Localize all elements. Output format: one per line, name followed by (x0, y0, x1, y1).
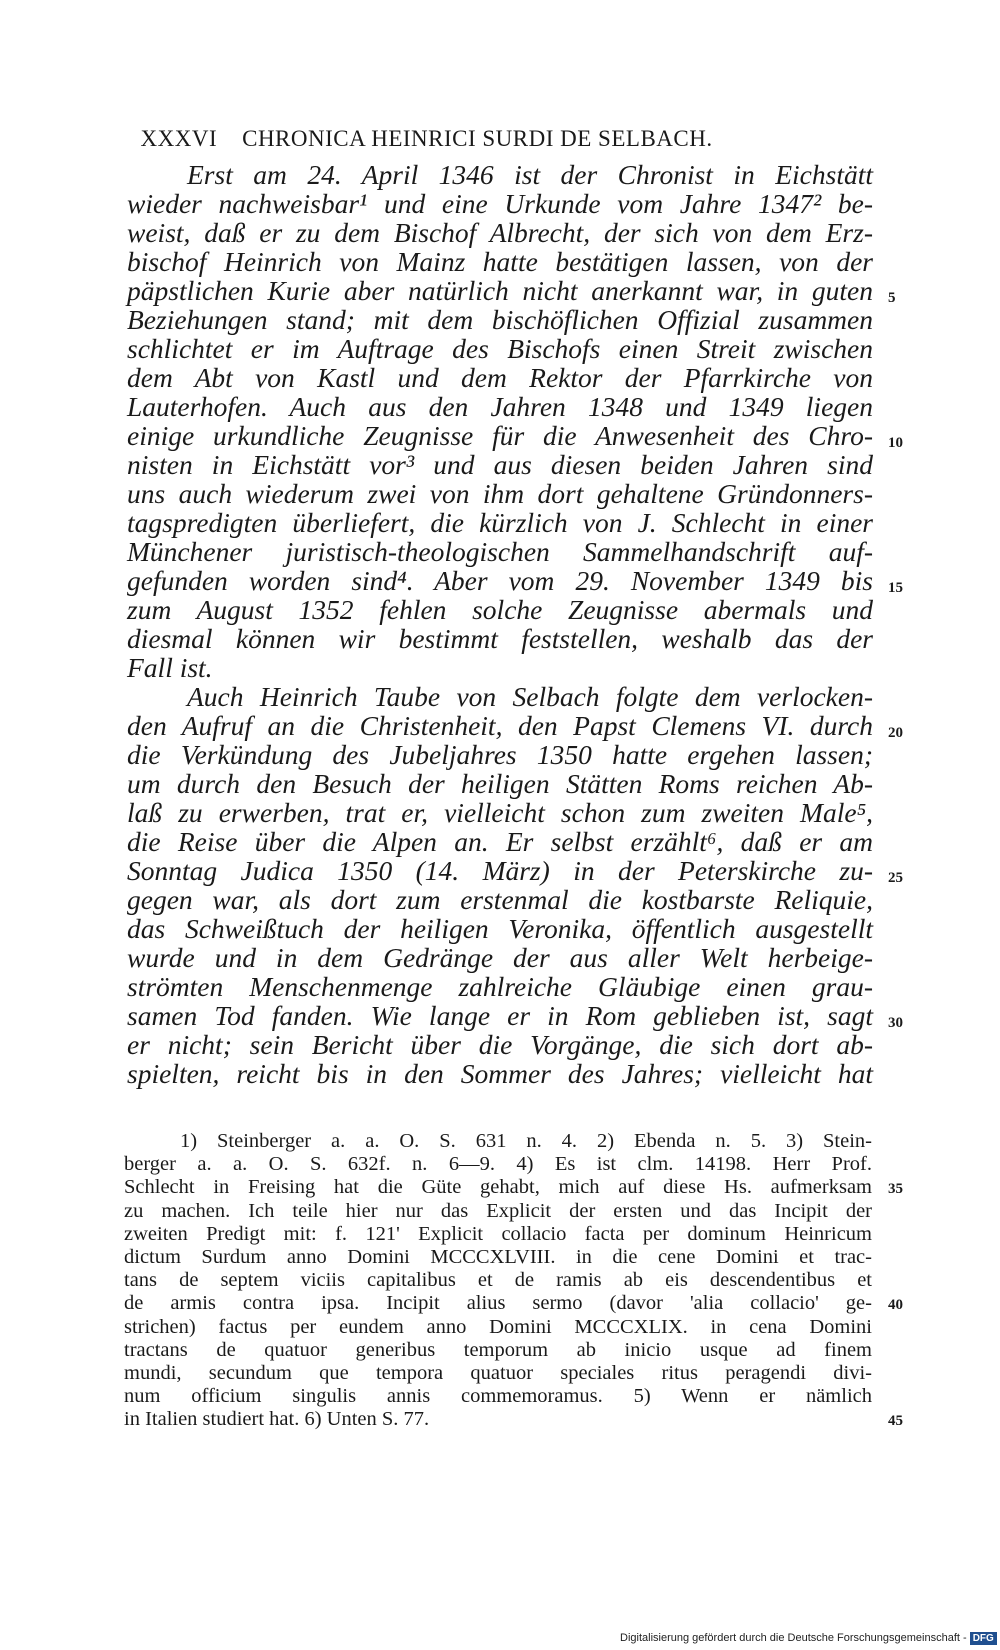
body-line: die Reise über die Alpen an. Er selbst erzählt⁶, daß er am (127, 826, 873, 857)
body-line: Fall ist. (127, 652, 213, 683)
line-number: 5 (888, 290, 896, 306)
body-line: die Verkündung des Jubeljahres 1350 hatte ergehen lassen; (127, 739, 873, 770)
body-line: Sonntag Judica 1350 (14. März) in der Peterskirche zu- (127, 855, 873, 886)
body-line: zum August 1352 fehlen solche Zeugnisse abermals und (127, 594, 873, 625)
footnotes (124, 1130, 872, 1431)
body-line: er nicht; sein Bericht über die Vorgänge, die sich dort ab- (127, 1029, 873, 1060)
body-line: tagspredigten überliefert, die kürzlich von J. Schlecht in einer (127, 507, 873, 538)
line-number: 30 (888, 1015, 903, 1031)
body-line: weist, daß er zu dem Bischof Albrecht, der sich von dem Erz- (127, 217, 873, 248)
body-line: den Aufruf an die Christenheit, den Papst Clemens VI. durch (127, 710, 873, 741)
footnote-line: strichen) factus per eundem anno Domini MCCCXLIX. in cena Domini (124, 1315, 872, 1338)
body-line: das Schweißtuch der heiligen Veronika, öffentlich ausgestellt (127, 913, 873, 944)
line-number: 15 (888, 580, 903, 596)
body-line: uns auch wiederum zwei von ihm dort gehaltene Gründonners- (127, 478, 873, 509)
main-text (127, 160, 873, 1088)
digitization-footer (620, 1632, 997, 1645)
footnote-line: dictum Surdum anno Domini MCCCXLVIII. in die cene Domini et trac- (124, 1245, 872, 1268)
body-line: Beziehungen stand; mit dem bischöflichen Offizial zusammen (127, 304, 873, 335)
body-line: päpstlichen Kurie aber natürlich nicht anerkannt war, in guten (127, 275, 873, 306)
body-line: bischof Heinrich von Mainz hatte bestätigen lassen, von der (127, 246, 873, 277)
footnote-line: tans de septem viciis capitalibus et de ramis ab eis descendentibus et (124, 1269, 872, 1292)
footnote-line: zu machen. Ich teile hier nur das Explicit der ersten und das Incipit der (124, 1199, 872, 1222)
body-line: gegen war, als dort zum erstenmal die kostbarste Reliquie, (127, 884, 873, 915)
body-line: nisten in Eichstätt vor³ und aus diesen beiden Jahren sind (127, 449, 873, 480)
footnote-line: Schlecht in Freising hat die Güte gehabt, mich auf diese Hs. aufmerksam (124, 1176, 872, 1199)
body-line: wieder nachweisbar¹ und eine Urkunde vom Jahre 1347² be- (127, 188, 873, 219)
body-line: spielten, reicht bis in den Sommer des Jahres; vielleicht hat (127, 1058, 873, 1089)
body-line: diesmal können wir bestimmt feststellen, weshalb das der (127, 623, 873, 654)
body-line: Lauterhofen. Auch aus den Jahren 1348 und 1349 liegen (127, 391, 873, 422)
footnote-line: in Italien studiert hat. 6) Unten S. 77. (124, 1408, 430, 1431)
body-line: schlichtet er im Auftrage des Bischofs einen Streit zwischen (127, 333, 873, 364)
footnote-line: num officium singulis annis commemoramus. 5) Wenn er nämlich (124, 1385, 872, 1408)
body-line: Auch Heinrich Taube von Selbach folgte dem verlocken- (187, 681, 873, 712)
footnote-line: berger a. a. O. S. 632f. n. 6—9. 4) Es ist clm. 14198. Herr Prof. (124, 1153, 872, 1176)
body-line: einige urkundliche Zeugnisse für die Anwesenheit des Chro- (127, 420, 873, 451)
line-number: 10 (888, 435, 903, 451)
footnote-line: zweiten Predigt mit: f. 121' Explicit collacio facta per dominum Heinricum (124, 1222, 872, 1245)
line-number: 20 (888, 725, 903, 741)
body-line: laß zu erwerben, trat er, vielleicht schon zum zweiten Male⁵, (127, 797, 873, 828)
running-title: CHRONICA HEINRICI SURDI DE SELBACH. (242, 126, 713, 151)
line-number: 40 (888, 1297, 903, 1313)
line-number: 35 (888, 1181, 903, 1197)
body-line: dem Abt von Kastl und dem Rektor der Pfarrkirche von (127, 362, 873, 393)
body-line: Erst am 24. April 1346 ist der Chronist in Eichstätt (187, 159, 873, 190)
body-line: um durch den Besuch der heiligen Stätten Roms reichen Ab- (127, 768, 873, 799)
body-line: gefunden worden sind⁴. Aber vom 29. November 1349 bis (127, 565, 873, 596)
running-head (128, 100, 713, 152)
footnote-line: mundi, secundum que tempora quatuor speciales ritus peragendi divi- (124, 1361, 872, 1384)
footer-text: Digitalisierung gefördert durch die Deutsche Forschungsgemeinschaft - (620, 1632, 967, 1644)
body-line: Münchener juristisch-theologischen Sammelhandschrift auf- (127, 536, 873, 567)
dfg-logo: DFG (970, 1632, 997, 1645)
footnote-line: 1) Steinberger a. a. O. S. 631 n. 4. 2) Ebenda n. 5. 3) Stein- (180, 1130, 872, 1152)
line-number: 25 (888, 870, 903, 886)
body-line: wurde und in dem Gedränge der aus aller Welt herbeige- (127, 942, 873, 973)
line-number: 45 (888, 1413, 903, 1429)
footnote-line: de armis contra ipsa. Incipit alius sermo (davor 'alia collacio' ge- (124, 1292, 872, 1315)
footnote-line: tractans de quatuor generibus temporum ab inicio usque ad finem (124, 1338, 872, 1361)
page-number: XXXVI (140, 126, 218, 151)
body-line: samen Tod fanden. Wie lange er in Rom geblieben ist, sagt (127, 1000, 873, 1031)
body-line: strömten Menschenmenge zahlreiche Gläubige einen grau- (127, 971, 873, 1002)
